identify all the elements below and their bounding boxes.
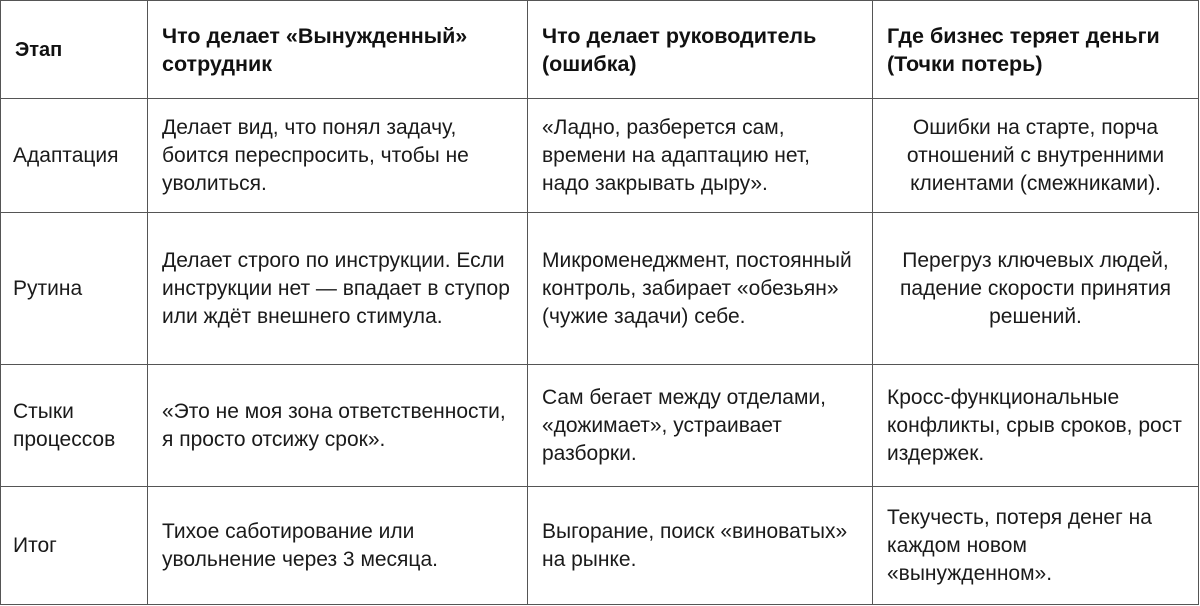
table-row — [1, 365, 1199, 487]
cell-manager: «Ладно, разберется сам, времени на адаптацию нет, надо закрывать дыру». — [528, 99, 873, 213]
cell-manager: Сам бегает между отделами, «дожимает», устраивает разборки. — [528, 365, 873, 487]
cell-stage: Стыки процессов — [1, 365, 148, 487]
table-row — [1, 487, 1199, 605]
table-header-row — [1, 1, 1199, 99]
cell-employee: Делает строго по инструкции. Если инструкции нет — впадает в ступор или ждёт внешнего стимула. — [148, 213, 528, 365]
header-losses: Где бизнес теряет деньги (Точки потерь) — [873, 1, 1199, 99]
header-manager: Что делает руководитель (ошибка) — [528, 1, 873, 99]
table-row — [1, 99, 1199, 213]
cell-losses: Кросс-функциональные конфликты, срыв сроков, рост издержек. — [873, 365, 1199, 487]
header-employee: Что делает «Вынужденный» сотрудник — [148, 1, 528, 99]
cell-losses: Перегруз ключевых людей, падение скорости принятия решений. — [873, 213, 1199, 365]
cell-stage: Итог — [1, 487, 148, 605]
table-row — [1, 213, 1199, 365]
cell-employee: «Это не моя зона ответственности, я просто отсижу срок». — [148, 365, 528, 487]
cell-losses: Ошибки на старте, порча отношений с внутренними клиентами (смежниками). — [873, 99, 1199, 213]
cell-employee: Тихое саботирование или увольнение через 3 месяца. — [148, 487, 528, 605]
cell-manager: Выгорание, поиск «виноватых» на рынке. — [528, 487, 873, 605]
cell-employee: Делает вид, что понял задачу, боится переспросить, чтобы не уволиться. — [148, 99, 528, 213]
cell-losses: Текучесть, потеря денег на каждом новом «вынужденном». — [873, 487, 1199, 605]
cell-stage: Адаптация — [1, 99, 148, 213]
cell-stage: Рутина — [1, 213, 148, 365]
cell-manager: Микроменеджмент, постоянный контроль, забирает «обезьян» (чужие задачи) себе. — [528, 213, 873, 365]
header-stage: Этап — [1, 1, 148, 99]
